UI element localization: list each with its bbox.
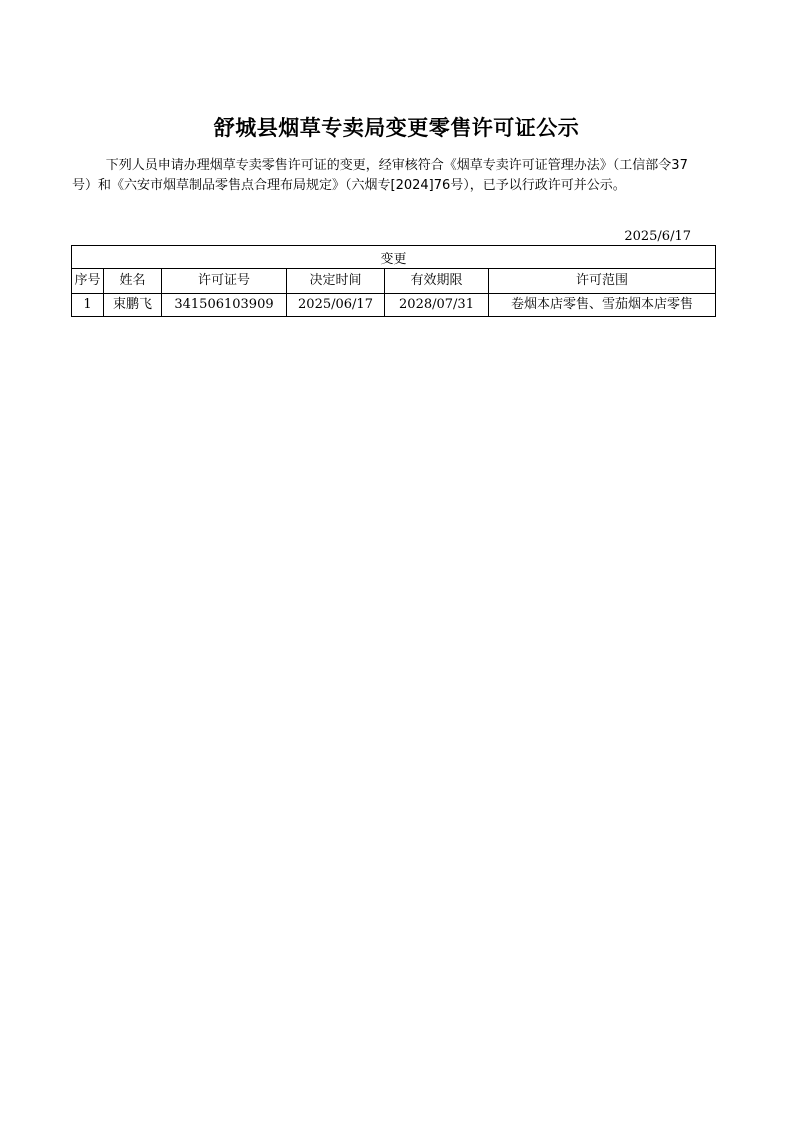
cell-name: 束鹏飞: [104, 294, 162, 317]
group-header-row: [72, 252, 716, 269]
cell-license-no: 341506103909: [162, 294, 287, 317]
license-change-table: [71, 245, 716, 317]
intro-paragraph: 下列人员申请办理烟草专卖零售许可证的变更，经审核符合《烟草专卖许可证管理办法》（工信部令37号）和《六安市烟草制品零售点合理布局规定》（六烟专[2024]76号），已予以行政许可并公示。: [72, 158, 688, 193]
column-header-row: [72, 269, 716, 294]
column-header-license-no: 许可证号: [162, 269, 287, 294]
column-header-scope: 许可范围: [489, 269, 716, 294]
group-header-cell: 变更: [72, 252, 716, 269]
cell-valid-until: 2028/07/31: [385, 294, 489, 317]
column-header-index: 序号: [72, 269, 104, 294]
page-title: 舒城县烟草专卖局变更零售许可证公示: [213, 116, 580, 140]
cell-scope: 卷烟本店零售、雪茄烟本店零售: [489, 294, 716, 317]
table-row: [72, 294, 716, 317]
publish-date: 2025/6/17: [624, 229, 691, 244]
column-header-valid-until: 有效期限: [385, 269, 489, 294]
cell-index: 1: [72, 294, 104, 317]
column-header-name: 姓名: [104, 269, 162, 294]
cell-decision-date: 2025/06/17: [287, 294, 385, 317]
column-header-decision-date: 决定时间: [287, 269, 385, 294]
